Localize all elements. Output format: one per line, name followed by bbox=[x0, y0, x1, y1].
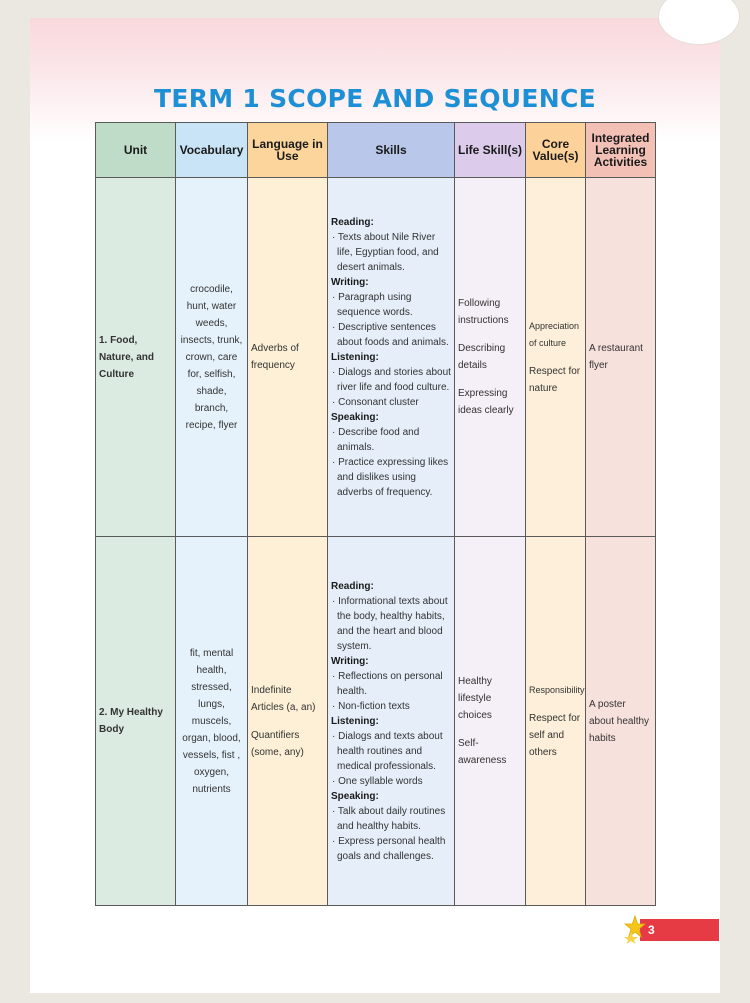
language-cell bbox=[248, 537, 328, 906]
core-value-item: Appreciation of culture bbox=[529, 320, 580, 348]
vocabulary-cell: crocodile, hunt, water weeds, insects, trunk, crown, care for, selfish, shade, branch, recipe, flyer bbox=[176, 178, 248, 537]
core-value-item: Respect for nature bbox=[529, 365, 581, 394]
skill-heading: Writing: bbox=[331, 655, 369, 667]
header-core-values: Core Value(s) bbox=[526, 123, 586, 178]
skill-item: · Paragraph using sequence words. bbox=[332, 291, 413, 318]
skill-heading: Speaking: bbox=[331, 411, 379, 423]
language-item: Adverbs of frequency bbox=[251, 343, 299, 371]
skills-cell bbox=[328, 537, 455, 906]
page-corner-curl bbox=[658, 0, 740, 45]
header-vocabulary: Vocabulary bbox=[176, 123, 248, 178]
skill-item: · Informational texts about the body, healthy habits, and the heart and blood system. bbox=[332, 595, 448, 652]
life-skill-item: Expressing ideas clearly bbox=[458, 388, 514, 416]
language-cell bbox=[248, 178, 328, 537]
skill-item: · One syllable words bbox=[332, 775, 423, 787]
header-skills: Skills bbox=[328, 123, 455, 178]
core-values-cell bbox=[526, 178, 586, 537]
skill-heading: Reading: bbox=[331, 216, 374, 228]
scope-sequence-table bbox=[95, 122, 656, 906]
header-language-in-use: Language in Use bbox=[248, 123, 328, 178]
skill-item: · Dialogs and stories about river life and food culture. bbox=[332, 366, 451, 393]
skill-heading: Listening: bbox=[331, 715, 379, 727]
skill-heading: Writing: bbox=[331, 276, 369, 288]
life-skills-cell bbox=[455, 178, 526, 537]
skill-item: · Practice expressing likes and dislikes using adverbs of frequency. bbox=[332, 456, 449, 498]
language-item: Quantifiers (some, any) bbox=[251, 729, 304, 758]
page-title: TERM 1 SCOPE AND SEQUENCE bbox=[153, 84, 597, 113]
table-row bbox=[96, 537, 656, 906]
skill-item: · Texts about Nile River life, Egyptian food, and desert animals. bbox=[332, 231, 439, 273]
unit-cell: 1. Food, Nature, and Culture bbox=[96, 178, 176, 537]
skill-item: · Consonant cluster bbox=[332, 396, 419, 408]
skill-item: · Express personal health goals and challenges. bbox=[332, 835, 446, 862]
skill-item: · Talk about daily routines and healthy habits. bbox=[332, 805, 446, 832]
unit-cell: 2. My Healthy Body bbox=[96, 537, 176, 906]
skill-item: · Non-fiction texts bbox=[332, 700, 410, 712]
skills-cell bbox=[328, 178, 455, 537]
skill-item: · Descriptive sentences about foods and animals. bbox=[332, 321, 449, 348]
table-row bbox=[96, 178, 656, 537]
core-value-item: Responsibility bbox=[529, 684, 585, 695]
page-number: 3 bbox=[648, 923, 655, 937]
skill-heading: Listening: bbox=[331, 351, 379, 363]
header-integrated-activities: Integrated Learning Activities bbox=[586, 123, 656, 178]
skill-item: · Dialogs and texts about health routines and medical professionals. bbox=[332, 730, 443, 772]
vocabulary-cell: fit, mental health, stressed, lungs, muscels, organ, blood, vessels, fist , oxygen, nutrients bbox=[176, 537, 248, 906]
skill-item: · Reflections on personal health. bbox=[332, 670, 443, 697]
life-skill-item: Healthy lifestyle choices bbox=[458, 676, 492, 721]
integrated-activity-cell: A poster about healthy habits bbox=[586, 537, 656, 906]
star-icon bbox=[624, 914, 646, 944]
header-life-skills: Life Skill(s) bbox=[455, 123, 526, 178]
skill-item: · Describe food and animals. bbox=[332, 426, 420, 453]
skill-heading: Reading: bbox=[331, 580, 374, 592]
table-header-row bbox=[96, 123, 656, 178]
life-skills-cell bbox=[455, 537, 526, 906]
life-skill-item: Describing details bbox=[458, 343, 506, 371]
page-number-tab bbox=[640, 919, 719, 941]
header-unit: Unit bbox=[96, 123, 176, 178]
life-skill-item: Self-awareness bbox=[458, 738, 507, 766]
skill-heading: Speaking: bbox=[331, 790, 379, 802]
language-item: Indefinite Articles (a, an) bbox=[251, 684, 316, 713]
life-skill-item: Following instructions bbox=[458, 298, 509, 326]
core-value-item: Respect for self and others bbox=[529, 712, 581, 758]
core-values-cell bbox=[526, 537, 586, 906]
integrated-activity-cell: A restaurant flyer bbox=[586, 178, 656, 537]
